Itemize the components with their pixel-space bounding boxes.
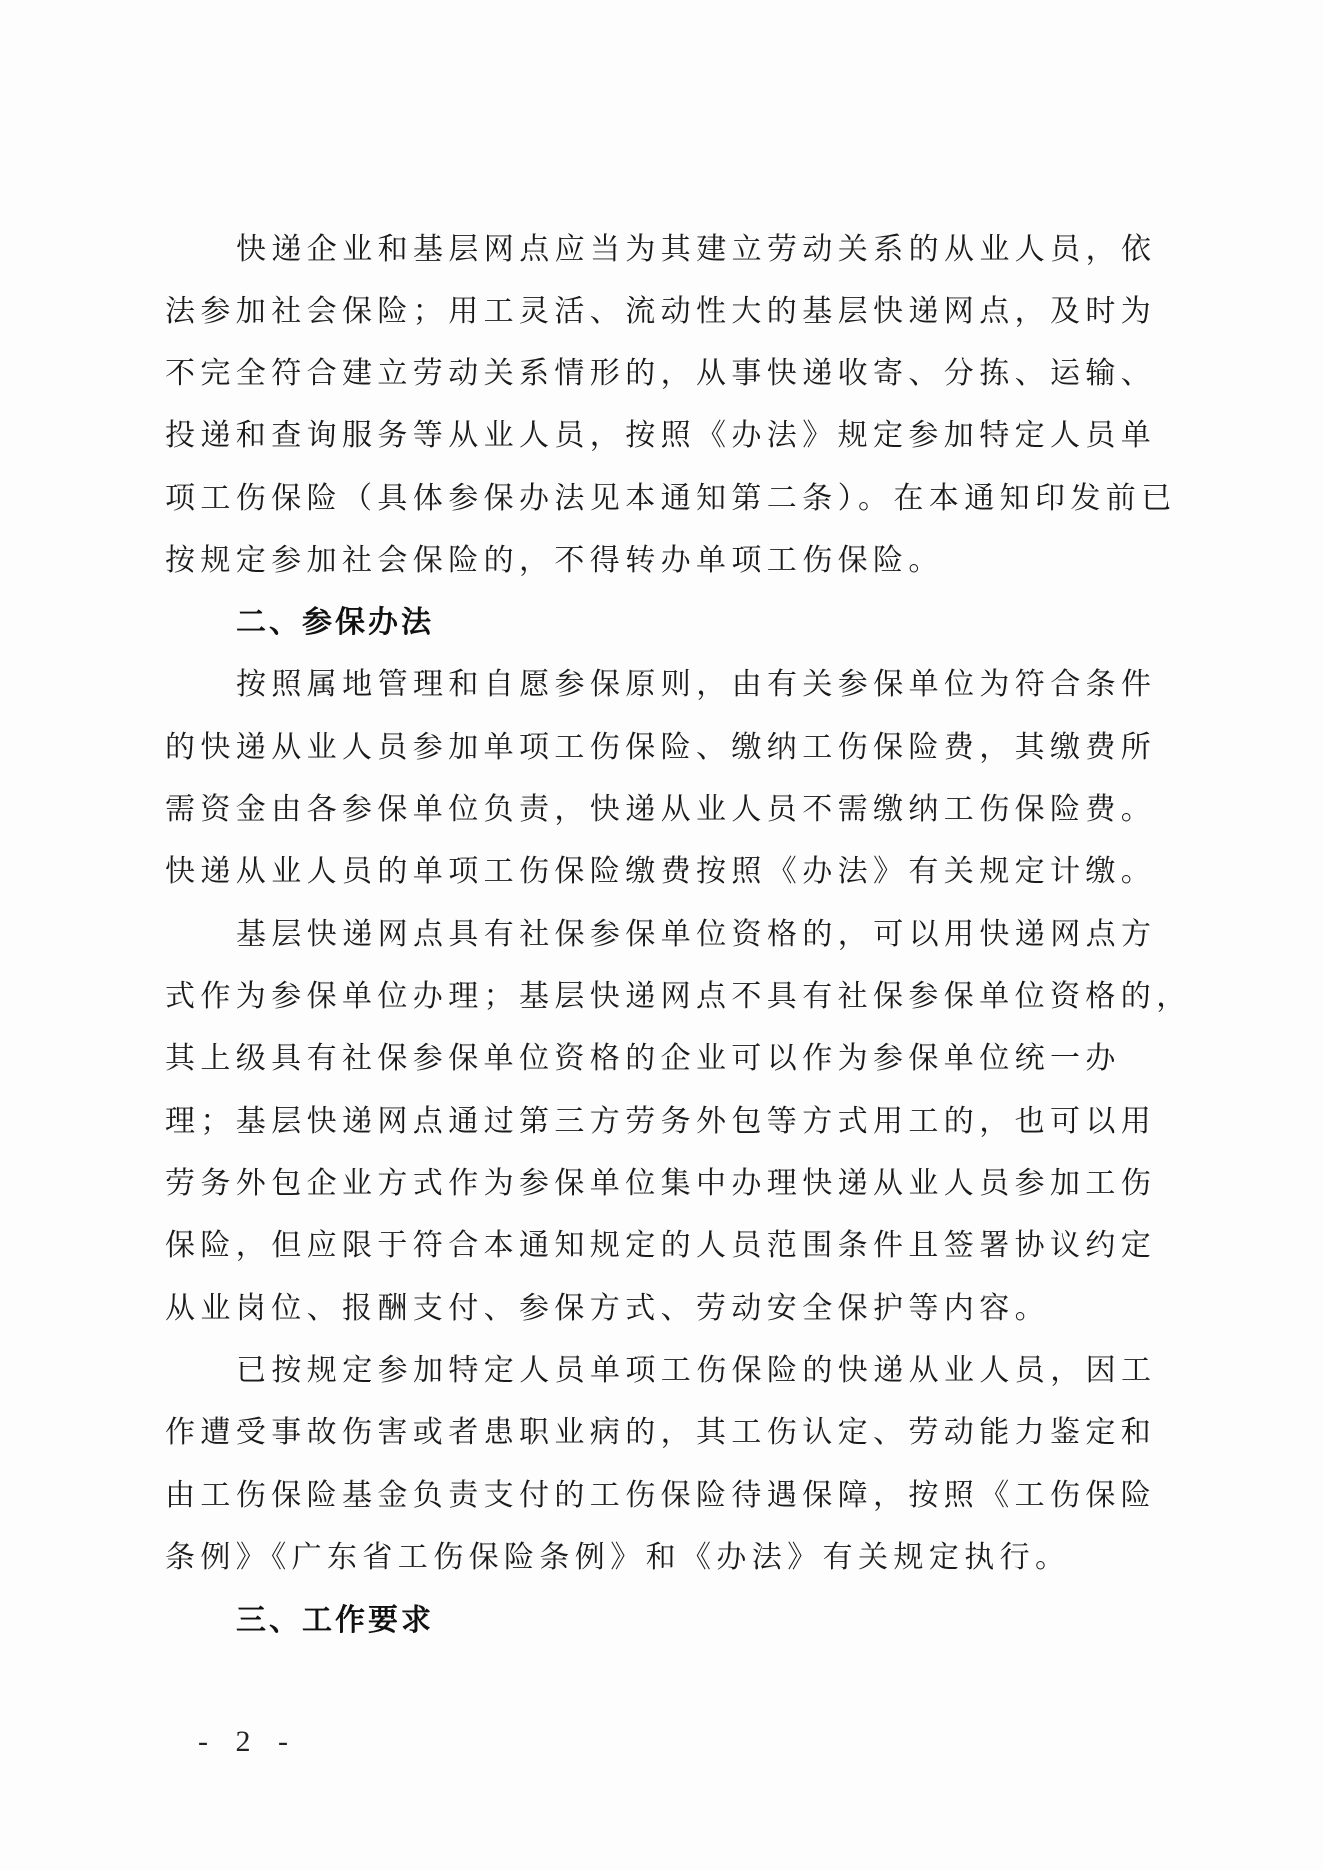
paragraph-line: 法参加社会保险；用工灵活、流动性大的基层快递网点，及时为 [165,294,1157,329]
section-heading: 三、工作要求 [236,1603,434,1638]
paragraph-line: 式作为参保单位办理；基层快递网点不具有社保参保单位资格的， [165,979,1192,1014]
paragraph-line: 保险，但应限于符合本通知规定的人员范围条件且签署协议约定 [165,1228,1157,1263]
paragraph-line: 由工伤保险基金负责支付的工伤保险待遇保障，按照《工伤保险 [165,1478,1157,1513]
paragraph-line: 劳务外包企业方式作为参保单位集中办理快递从业人员参加工伤 [165,1166,1157,1201]
paragraph-line: 理；基层快递网点通过第三方劳务外包等方式用工的，也可以用 [165,1104,1157,1139]
paragraph-line: 项工伤保险（具体参保办法见本通知第二条）。在本通知印发前已 [165,481,1177,516]
page-number: - 2 - [198,1725,298,1758]
paragraph-line: 需资金由各参保单位负责，快递从业人员不需缴纳工伤保险费。 [165,792,1157,827]
paragraph-line: 按照属地管理和自愿参保原则，由有关参保单位为符合条件 [236,667,1157,702]
paragraph-line: 条例》《广东省工伤保险条例》和《办法》有关规定执行。 [165,1540,1071,1575]
paragraph-line: 快递从业人员的单项工伤保险缴费按照《办法》有关规定计缴。 [165,854,1157,889]
section-heading: 二、参保办法 [236,605,434,640]
paragraph-line: 从业岗位、报酬支付、参保方式、劳动安全保护等内容。 [165,1291,1050,1326]
paragraph-line: 作遭受事故伤害或者患职业病的，其工伤认定、劳动能力鉴定和 [165,1415,1157,1450]
paragraph-line: 基层快递网点具有社保参保单位资格的，可以用快递网点方 [236,917,1157,952]
paragraph-line: 不完全符合建立劳动关系情形的，从事快递收寄、分拣、运输、 [165,356,1157,391]
paragraph-line: 已按规定参加特定人员单项工伤保险的快递从业人员，因工 [236,1353,1157,1388]
paragraph-line: 投递和查询服务等从业人员，按照《办法》规定参加特定人员单 [165,418,1157,453]
paragraph-line: 快递企业和基层网点应当为其建立劳动关系的从业人员，依 [236,232,1157,267]
paragraph-line: 的快递从业人员参加单项工伤保险、缴纳工伤保险费，其缴费所 [165,730,1157,765]
paragraph-line: 按规定参加社会保险的，不得转办单项工伤保险。 [165,543,944,578]
paragraph-line: 其上级具有社保参保单位资格的企业可以作为参保单位统一办 [165,1041,1121,1076]
